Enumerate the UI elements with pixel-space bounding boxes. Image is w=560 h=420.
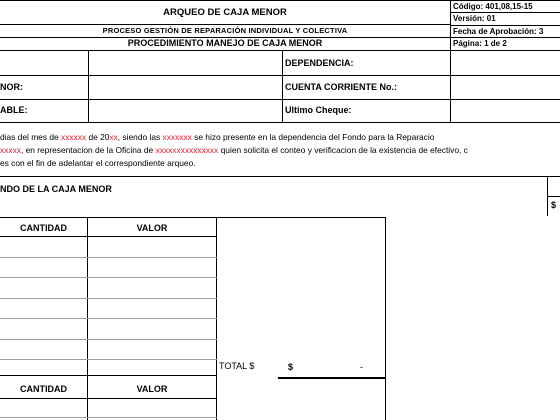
text-segment: quien solicita el conteo y verificacion de la existencia de efectivo, c <box>218 145 468 155</box>
responsable-label: ABLE: <box>0 105 28 115</box>
ordenador-field[interactable] <box>89 76 282 99</box>
document-code: Código: 401,08,15-15 <box>453 2 533 11</box>
total-currency: $ <box>288 362 294 372</box>
placeholder-year: xx <box>109 132 118 142</box>
total-label: TOTAL $ <box>219 361 255 371</box>
cuenta-corriente-label: CUENTA CORRIENTE No.: <box>285 82 397 92</box>
dependencia-label: DEPENDENCIA: <box>285 58 354 68</box>
page-number: Página: 1 de 2 <box>453 39 507 48</box>
document-version: Versión: 01 <box>453 14 496 23</box>
column-header-cantidad: CANTIDAD <box>20 223 67 233</box>
text-segment: dias del mes de <box>0 132 61 142</box>
text-segment: se hizo presente en la dependencia del Fondo para la Reparacio <box>191 132 435 142</box>
ultimo-cheque-field[interactable] <box>451 100 560 122</box>
placeholder-month: xxxxxx <box>61 132 87 142</box>
column-header-valor-2: VALOR <box>136 384 168 394</box>
dependencia-field[interactable] <box>451 51 560 75</box>
process-name: PROCESO GESTIÓN DE REPARACIÓN INDIVIDUAL Y COLECTIVA <box>102 26 348 35</box>
approval-date: Fecha de Aprobación: 3 <box>453 27 544 36</box>
ordenador-label: NOR: <box>0 82 23 92</box>
total-value: - <box>360 362 363 372</box>
cuenta-corriente-field[interactable] <box>451 76 560 99</box>
text-segment: de 20 <box>86 132 110 142</box>
fondo-currency: $ <box>551 200 557 210</box>
document-title: ARQUEO DE CAJA MENOR <box>163 7 287 18</box>
responsable-field[interactable] <box>89 100 282 122</box>
placeholder-office: xxxxxxxxxxxxxxx <box>155 145 219 155</box>
ultimo-cheque-label: Ultimo Cheque: <box>285 105 352 115</box>
paragraph-line-1 <box>0 131 560 144</box>
fondo-title: NDO DE LA CAJA MENOR <box>0 184 112 194</box>
placeholder-time: xxxxxxx <box>162 132 192 142</box>
column-header-valor: VALOR <box>136 223 168 233</box>
text-segment: , siendo las <box>117 132 163 142</box>
total-underline <box>278 377 385 379</box>
placeholder-person: xxxxx <box>0 145 21 155</box>
column-header-cantidad-2: CANTIDAD <box>20 384 67 394</box>
procedure-name: PROCEDIMIENTO MANEJO DE CAJA MENOR <box>127 38 323 48</box>
text-segment: , en representacion de la Oficina de <box>20 145 156 155</box>
paragraph-line-3: es con el fin de adelantar el correspondiente arqueo. <box>0 158 196 168</box>
paragraph-line-2 <box>0 144 560 157</box>
